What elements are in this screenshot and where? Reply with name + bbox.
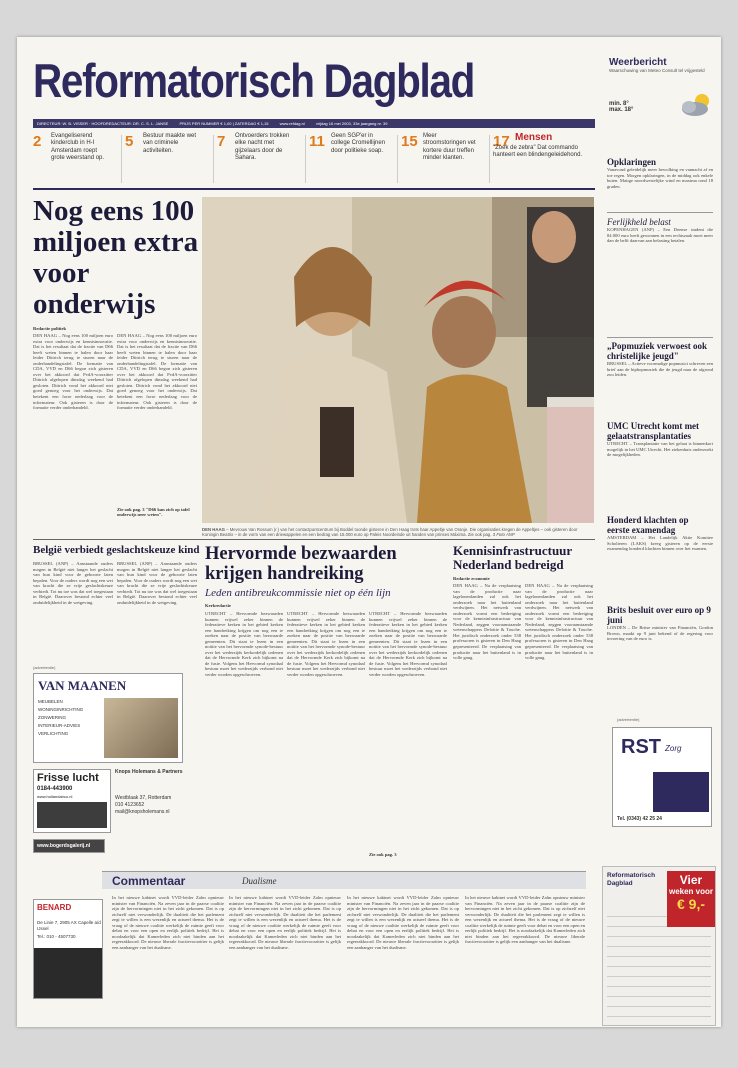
- benard-logo: BENARD: [37, 903, 72, 912]
- commentaar-label: Commentaar: [112, 874, 186, 888]
- teaser-thumb: [595, 133, 599, 185]
- teaser-number: 15: [401, 133, 418, 150]
- knops-title: Knops Holemans & Partners: [115, 769, 183, 775]
- teaser-number: 7: [217, 133, 226, 150]
- main-photo: [202, 197, 594, 523]
- photo-image: [202, 197, 594, 523]
- commentaar-col1: In het nieuwe kabinet wordt VVD-leider Zalm opnieuw minister van Financiën. Na zeven jaar in de paarse coalitie zijn de hervormingen niet in het zicht gekomen. Dat is op zichzelf niet verwonderlijk. De dualiteit die het parlement zegt te willen is een wezenlijk en actueel thema. Het is de vraag of de nieuwe coalitie werkelijk de ruimte geeft voor debat en voor een open en eerlijk politiek bedrijf. Het is noodzakelijk dat Kamerleden zich niet binden aan het regeerakkoord. De nieuwe liberale fractievoorzitter is gelijk een aanhanger van het dualisme.: [112, 895, 224, 950]
- teaser-text: Bestuur maakte wet van criminele activiteiten.: [143, 133, 197, 154]
- ad-list-item: VERLICHTING: [38, 731, 69, 736]
- ad-benard[interactable]: [33, 899, 103, 999]
- kennis-headline[interactable]: Kennisinfrastructuur Nederland bedreigd: [453, 543, 572, 572]
- lead-byline: Redactie politiek: [33, 326, 67, 331]
- rst-sub: Zorg: [665, 744, 682, 753]
- teaser[interactable]: [33, 133, 123, 185]
- ad-label: (advertentie): [617, 717, 640, 722]
- brief-title: Honderd klachten op eerste examendag: [607, 515, 689, 535]
- brief-umc[interactable]: [607, 421, 713, 511]
- brief-text: AMSTERDAM – Het Landelijk Aktie Komitee Scholieren (LAKS) kreeg gisteren op de eerste examendag honderd klachten binnen over het examen.: [607, 535, 713, 552]
- vanmaanen-logo: VAN MAANEN: [38, 678, 127, 693]
- ad-list-item: WONINGINRICHTING: [38, 707, 84, 712]
- knops-email: mail@knopsholemans.nl: [115, 809, 170, 815]
- ad-label: (advertentie): [33, 665, 56, 670]
- commentaar-col4: In het nieuwe kabinet wordt VVD-leider Zalm opnieuw minister van Financiën. Na zeven jaar in de paarse coalitie zijn de hervormingen niet in het zicht gekomen. Dat is op zichzelf niet verwonderlijk. De dualiteit die het parlement zegt te willen is een wezenlijk en actueel thema. Het is de vraag of de nieuwe coalitie werkelijk de ruimte geeft voor debat en voor een open en eerlijk politiek bedrijf. Het is noodzakelijk dat Kamerleden zich niet binden aan het regeerakkoord. De nieuwe liberale fractievoorzitter is gelijk een aanhanger van het dualisme.: [465, 895, 585, 945]
- kennis-byline: Redactie economie: [453, 576, 490, 581]
- brief-honderd[interactable]: [607, 515, 713, 605]
- teaser-text: "Zoek de zebra" Dat commando hanteert een blindengeleidehond.: [493, 145, 583, 159]
- hervormde-headline[interactable]: Hervormde bezwaarden krijgen handreiking: [205, 544, 397, 584]
- opklaringen-box: [607, 157, 713, 189]
- commentaar-bar: [102, 871, 586, 889]
- rst-badge: [653, 772, 709, 812]
- promo-title: Reformatorisch Dagblad: [607, 872, 656, 887]
- info-price: PRIJS PER NUMMER € 1,00 | ZATERDAG € 1,15: [179, 121, 269, 126]
- info-directors: DIRECTEUR: W. B. VISSER · HOOFDREDACTEUR: DR. C. S. L. JANSE: [37, 121, 169, 126]
- frisse-phone: 0184-443900: [37, 786, 73, 792]
- teaser-number: 5: [125, 133, 134, 150]
- promo-price: € 9,-: [676, 896, 705, 912]
- teaser[interactable]: [401, 133, 491, 185]
- weather-cloud-icon: [677, 93, 715, 117]
- weather-subtitle: Waarschuwing van Meteo Consult tel vrijgesteld: [609, 68, 705, 73]
- brief-title: Ferlijkheld belast: [607, 217, 671, 227]
- teaser-text: Evangeliserend kinderclub in H-I Amsterdam roept grote weerstand op.: [51, 133, 105, 161]
- teaser[interactable]: [309, 133, 399, 185]
- kennis-body-col2: DEN HAAG – Na de verplaatsing van de productie naar lagelonenlanden zal ook het onderzoek naar het buitenland verdwijnen. Het netwerk van onderzoek vormt een bedreiging voor de kennisinfrastructuur van Nederland, zeggen vooraanstaande wetenschappers Deloitte & Touche. Het juridisch onderzoek onder 538 professoren is gisteren in Den Haag gepresenteerd. De verplaatsing van productie naar het buitenland is in volle gang.: [525, 583, 593, 661]
- brief-text: UTRECHT – Transplantatie van het gelaat is binnenkort mogelijk in het UMC Utrecht. Het ziekenhuis onderzoekt de mogelijkheden.: [607, 441, 713, 458]
- benard-road-image: [34, 948, 103, 999]
- hervormde-byline: Kerkredactie: [205, 603, 231, 608]
- opklaringen-title: Opklaringen: [607, 157, 657, 167]
- kennis-body-col1: DEN HAAG – Na de verplaatsing van de productie naar lagelonenlanden zal ook het onderzoek naar het buitenland verdwijnen. Het netwerk van onderzoek vormt een bedreiging voor de kennisinfrastructuur van Nederland, zeggen vooraanstaande wetenschappers Deloitte & Touche. Het juridisch onderzoek onder 538 professoren is gisteren in Den Haag gepresenteerd. De verplaatsing van productie naar het buitenland is in volle gang.: [453, 583, 521, 661]
- hervormde-more[interactable]: Zie ook pag. 3: [369, 852, 397, 857]
- belgie-body-col2: BRUSSEL (ANP) – Aanstaande ouders mogen in België niet langer het geslacht van hun kind voor de geboorte laten bepalen. Voor de ouders wordt nog een wet van kracht die ze vrije geslachtskeuze verbiedt. Tot nu toe was dat wel toegestaan in België. Daarover bestond echter veel onduidelijkheid in de wetgeving.: [117, 561, 197, 605]
- teaser-title: Mensen: [515, 132, 553, 143]
- brief-title: Brits besluit over euro op 9 juni: [607, 605, 711, 625]
- teaser[interactable]: [217, 133, 307, 185]
- weather-title: Weerbericht: [609, 57, 667, 68]
- lead-body-col2: DEN HAAG – Nog eens 100 miljoen euro extra voor onderwijs en kennisinnovatie. Dat is het resultaat dat de fractie van D66 heeft weten binnen te halen door haar leider Dittrich terug te sturen naar de onderhandelingstafel. De formatie van CDA, VVD en D66 begon zich gisteren over het akkoord dat PvdA-voorzitter Dittrich afgelopen dinsdag weekend had gesloten. Dittrich vond het akkoord niet goed genoeg voor het onderwijs. Dat betekent een forse nederlaag voor de informateur. Ook gisteren is door de formatie verder onderhandeld.: [117, 333, 197, 411]
- info-url[interactable]: www.refdag.nl: [279, 121, 305, 126]
- teaser-number: 17: [493, 133, 510, 150]
- brief-text: BRUSSEL – Actieve voormalige popmusici schreven een brief aan de hiphopmuziek die de jeugd naar de afgrond zou leiden.: [607, 361, 713, 378]
- frisse-title: Frisse lucht: [37, 772, 99, 784]
- promo-price-badge: [667, 871, 715, 927]
- ad-furniture-image: [104, 698, 178, 758]
- teaser-mensen[interactable]: [493, 133, 593, 185]
- rst-logo: RST: [621, 736, 661, 758]
- hervormde-body-col1: UTRECHT – Hervormde bezwaarden kunnen vrijwel zeker binnen de federatieve kerken in het gebied kerken een handreiking krijgen om nog een te zoeken naar de positie van bezwaarde gemeenten. Dit staat te lezen in een notitie van het hervormde synode-bestuur over het wederzijds kerkordelijk ordenen dat de Hervormde Kerk zich bijkomt na de fusie. Volgens het Hervormd synodaal bestuur moet het wederzijds verbond niet verder worden opgeschroeven.: [205, 611, 283, 678]
- temp-min: min. 8°: [609, 101, 629, 107]
- newspaper-page: [17, 37, 721, 1027]
- caption-text: – Mevrouw Van Rossum (r.) van het contactpuntcentrum bij Boddel toonde gisteren in Den Haag trots haar Appeltje van Oranje. Die organisaties kregen de Appeltjes – ook gisteren door Koningin Beatrix – in de vorm van een driewappelen en een bedrag van 15.000 euro op Paleis Noordeinde uit handen van prinses Máxima. Zie ook pag. 3: [202, 527, 578, 537]
- frisse-url: www.hollandairco.nl: [37, 794, 73, 799]
- lead-more[interactable]: Zie ook pag. 3 "D66 kan zich op tafel onderwijs neer weten".: [117, 507, 190, 517]
- ad-list-item: MEUBELEN: [38, 699, 63, 704]
- ad-list-item: ZONWERING: [38, 715, 66, 720]
- photo-caption: [202, 527, 594, 537]
- brief-title: UMC Utrecht komt met gelaatstransplantaties: [607, 421, 700, 441]
- teaser[interactable]: [125, 133, 215, 185]
- belgie-body-col1: BRUSSEL (ANP) – Aanstaande ouders mogen in België niet langer het geslacht van hun kind voor de geboorte laten bepalen. Voor de ouders wordt nog een wet van kracht die ze vrije geslachtskeuze verbiedt. Tot nu toe was dat wel toegestaan in België. Daarover bestond echter veel onduidelijkheid in de wetgeving.: [33, 561, 113, 605]
- brief-title: „Popmuziek verwoest ook christelijke jeugd": [607, 341, 707, 361]
- ad-list-item: INTERIEUR-ADVIES: [38, 723, 81, 728]
- commentaar-col2: In het nieuwe kabinet wordt VVD-leider Zalm opnieuw minister van Financiën. Na zeven jaar in de paarse coalitie zijn de hervormingen niet in het zicht gekomen. Dat is op zichzelf niet verwonderlijk. De dualiteit die het parlement zegt te willen is een wezenlijk en actueel thema. Het is de vraag of de nieuwe coalitie werkelijk de ruimte geeft voor debat en voor een open en eerlijk politiek bedrijf. Het is noodzakelijk dat Kamerleden zich niet binden aan het regeerakkoord. De nieuwe liberale fractievoorzitter is gelijk een aanhanger van het dualisme.: [229, 895, 341, 950]
- teaser-strip: [33, 133, 593, 185]
- brief-brits[interactable]: [607, 605, 713, 685]
- rst-phone: Tel. (0343) 42 25 24: [617, 816, 662, 822]
- benard-phone: Tel.: 010 - 4507730: [37, 934, 76, 939]
- teaser-number: 11: [309, 133, 325, 150]
- teaser-text: Meer stroomstoringen vet kortere duur treffen minder klanten.: [423, 133, 476, 161]
- ad-galerij[interactable]: [33, 839, 105, 853]
- brief-ferlijkheld[interactable]: [607, 217, 713, 335]
- temp-max: max. 18°: [609, 107, 634, 113]
- brief-text: LONDEN – De Britse minister van Financiën, Gordon Brown, maakt op 9 juni bekend of de regering voor invoering van de euro is.: [607, 625, 713, 642]
- lead-body-col1: DEN HAAG – Nog eens 100 miljoen euro extra voor onderwijs en kennisinnovatie. Dat is het resultaat dat de fractie van D66 heeft weten binnen te halen door haar leider Dittrich terug te sturen naar de onderhandelingstafel. De formatie van CDA, VVD en D66 begon zich gisteren over het akkoord dat PvdA-voorzitter Dittrich afgelopen dinsdag weekend had gesloten. Dittrich vond het akkoord niet goed genoeg voor het onderwijs. Dat betekent een forse nederlaag voor de informateur. Ook gisteren is door de formatie verder onderhandeld.: [33, 333, 113, 411]
- galerij-url: www.bogerdsgalerij.nl: [37, 843, 91, 849]
- teaser-number: 2: [33, 133, 42, 150]
- masthead-title: Reformatorisch Dagblad: [33, 54, 475, 107]
- hervormde-subhead: Leden antibreukcommissie niet op één lijn: [205, 587, 391, 599]
- promo-vier: Vier: [679, 873, 703, 887]
- caption-credit: Foto ANP: [496, 532, 515, 537]
- opklaringen-text: Vanavond geleidelijk meer bewolking en vannacht af en toe regen. Morgen opklaringen, in de middag ook enkele buien. Matige noordwestelijke wind en maxima rond 18 graden.: [607, 167, 713, 189]
- knops-phone: 010 4123652: [115, 802, 145, 808]
- frisse-logo: [37, 802, 107, 828]
- ad-rst[interactable]: [612, 727, 712, 827]
- ad-knops[interactable]: [115, 769, 205, 833]
- ad-vanmaanen[interactable]: [33, 673, 183, 763]
- teaser-text: Ontvoerders trokken elke nacht met gijzelaars door de Sahara.: [235, 133, 290, 161]
- commentaar-title: Dualisme: [242, 876, 277, 886]
- benard-address: De Linie 7, 2905 AX Capelle a/d IJssel: [37, 920, 101, 931]
- knops-address: Westblaak 37, Rotterdam: [115, 795, 172, 801]
- info-date: vrijdag 16 mei 2003, 33e jaargang nr. 39: [315, 121, 388, 126]
- ad-frisse-lucht[interactable]: [33, 769, 111, 833]
- commentaar-col3: In het nieuwe kabinet wordt VVD-leider Zalm opnieuw minister van Financiën. Na zeven jaar in de paarse coalitie zijn de hervormingen niet in het zicht gekomen. Dat is op zichzelf niet verwonderlijk. De dualiteit die het parlement zegt te willen is een wezenlijk en actueel thema. Het is de vraag of de nieuwe coalitie werkelijk de ruimte geeft voor debat en voor een open en eerlijk politiek bedrijf. Het is noodzakelijk dat Kamerleden zich niet binden aan het regeerakkoord. De nieuwe liberale fractievoorzitter is gelijk een aanhanger van het dualisme.: [347, 895, 459, 950]
- promo-weken: weken voor: [668, 887, 713, 896]
- lead-headline[interactable]: Nog eens 100 miljoen extra voor onderwijs: [33, 195, 199, 320]
- belgie-headline[interactable]: België verbiedt geslachtskeuze kind: [33, 544, 200, 556]
- brief-text: KOPENHAGEN (ANP) – Een Deense student die 84.000 euro heeft gewonnen in een rechtszaak moet meer dan de helft daarvan aan belasting betalen.: [607, 227, 713, 244]
- hervormde-body-col3: UTRECHT – Hervormde bezwaarden kunnen vrijwel zeker binnen de federatieve kerken in het gebied kerken een handreiking krijgen om nog een te zoeken naar de positie van bezwaarde gemeenten. Dit staat te lezen in een notitie van het hervormde synode-bestuur over het wederzijds kerkordelijk ordenen dat de Hervormde Kerk zich bijkomt na de fusie. Volgens het Hervormd synodaal bestuur moet het wederzijds verbond niet verder worden opgeschroeven.: [369, 611, 447, 678]
- caption-label: DEN HAAG: [202, 527, 225, 532]
- info-bar: [33, 119, 595, 128]
- teaser-text: Geen SGP'er in college Cromellijnen door politieke soap.: [331, 133, 386, 154]
- vanmaanen-list: [38, 698, 83, 738]
- brief-popmuziek[interactable]: [607, 341, 713, 416]
- hervormde-body-col2: UTRECHT – Hervormde bezwaarden kunnen vrijwel zeker binnen de federatieve kerken in het gebied kerken een handreiking krijgen om nog een te zoeken naar de positie van bezwaarde gemeenten. Dit staat te lezen in een notitie van het hervormde synode-bestuur over het wederzijds kerkordelijk ordenen dat de Hervormde Kerk zich bijkomt na de fusie. Volgens het Hervormd synodaal bestuur moet het wederzijds verbond niet verder worden opgeschroeven.: [287, 611, 365, 678]
